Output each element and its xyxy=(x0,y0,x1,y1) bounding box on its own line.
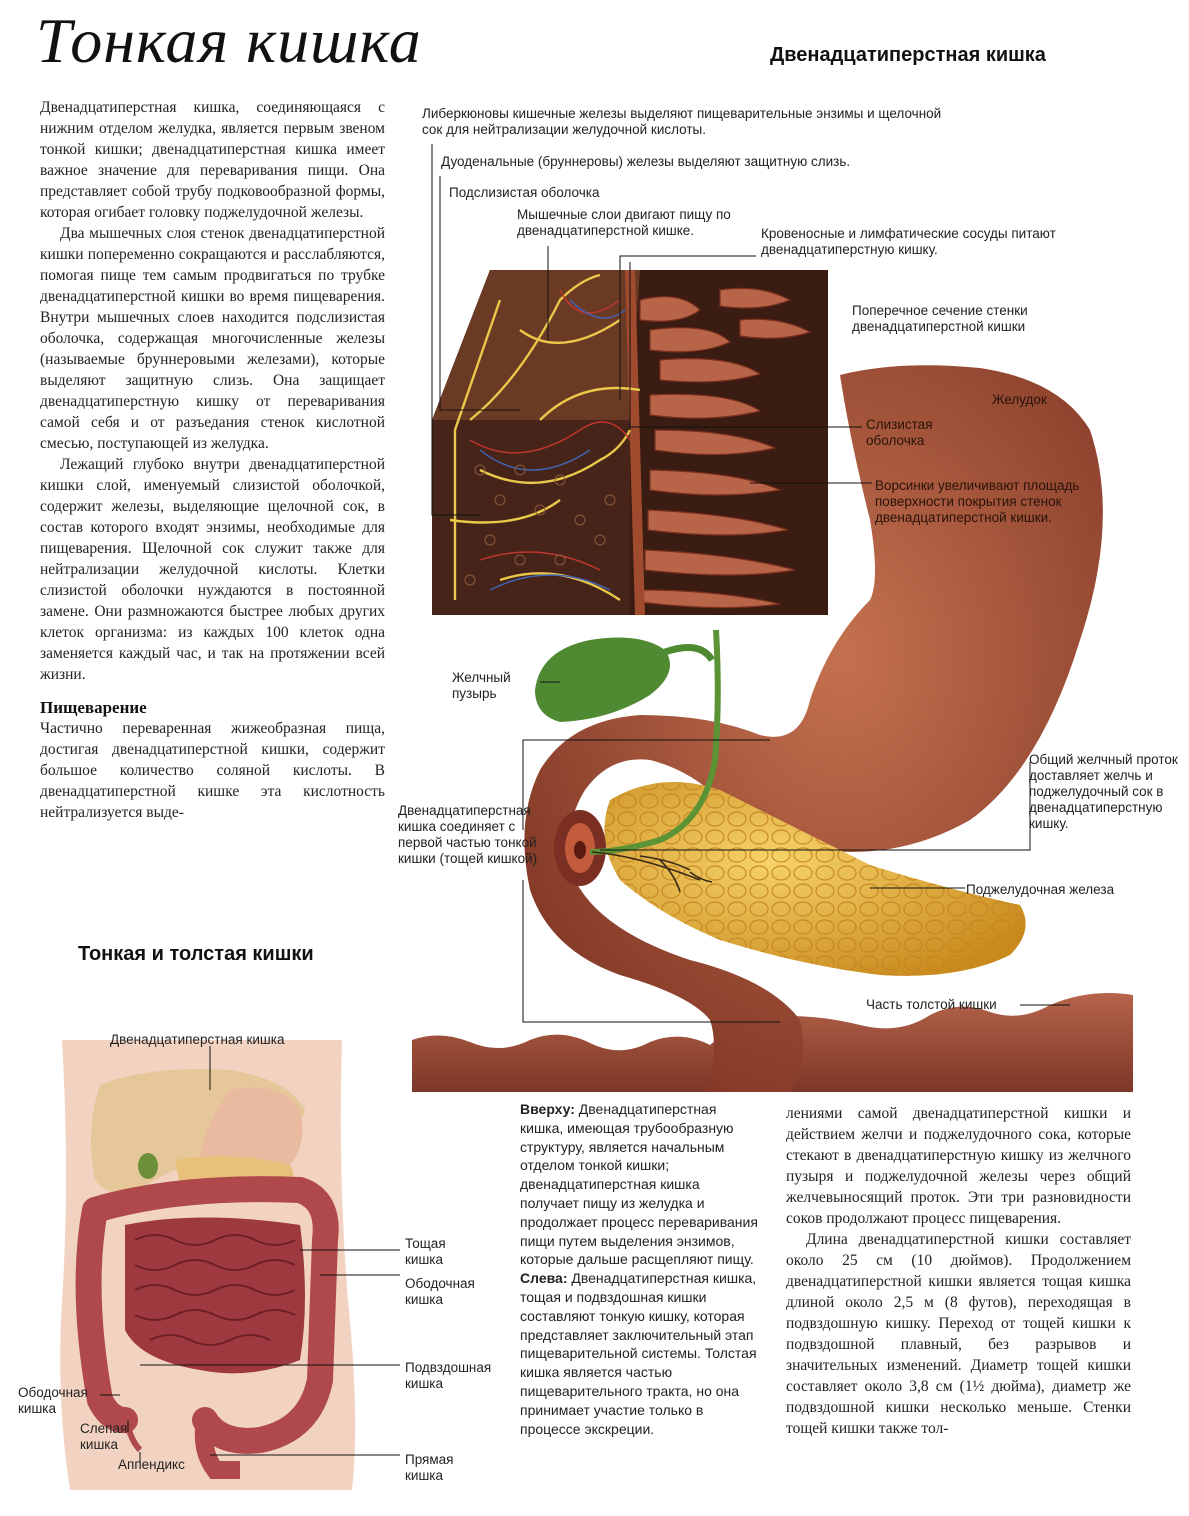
page-title: Тонкая кишка xyxy=(36,5,422,76)
muscle-paragraph: Два мышечных слоя стенок двенадцатиперстной кишки попеременно сокращаются и расслабляются, помогая пище тем самым продвигаться по трубке двенадцатиперстной кишки во время пищеварения. Внутри мышечных слоев находится подслизистая оболочка, содержащая многочисленные железы (называемые бруннеровыми железами), которые выделяют защитную слизь. Она защищает двенадцатиперстную кишку от переваривания самой себя и от разъедания стенок кислотной смесью, поступающей из желудка. xyxy=(40,225,385,452)
caption-top-text: Двенадцатиперстная кишка, имеющая трубообразную структуру, является начальным отделом тонкой кишки; двенадцатиперстная кишка получает пищу из желудка и продолжает процесс переваривания пищи путем выделения энзимов, которые дальше расщепляют пищу. xyxy=(520,1101,758,1268)
label-cecum: Слепая кишка xyxy=(80,1421,128,1452)
caption-left-label: Слева: xyxy=(520,1270,568,1287)
caption-block xyxy=(520,1100,760,1438)
label-ileum: Подвздошная кишка xyxy=(405,1360,492,1391)
label-pancreas: Поджелудочная железа xyxy=(966,882,1115,897)
left-text-column xyxy=(40,97,385,823)
caption-left-text: Двенадцатиперстная кишка, тощая и подвздошная кишки составляют тонкую кишку, которая представляет заключительный этап пищеварительной системы. Толстая кишка является частью пищеварительного тракта, но она принимает участие только в процессе экскреции. xyxy=(520,1270,757,1437)
label-colon-part: Часть толстой кишки xyxy=(866,997,997,1012)
vessel-leader xyxy=(610,248,760,270)
label-muscle-layers: Мышечные слои двигают пищу по двенадцатиперстной кишке. xyxy=(517,207,731,238)
label-vessels: Кровеносные и лимфатические сосуды питают двенадцатиперстную кишку. xyxy=(761,226,1056,257)
figure-heading: Тонкая и толстая кишки xyxy=(78,943,314,965)
label-jejunum: Тощая кишка xyxy=(405,1236,446,1267)
label-brunner-glands: Дуоденальные (бруннеровы) железы выделяют защитную слизь. xyxy=(441,154,851,169)
section-heading: Двенадцатиперстная кишка xyxy=(770,44,1046,66)
gallbladder xyxy=(535,638,670,722)
caption-top xyxy=(520,1100,760,1269)
caption-top-label: Вверху: xyxy=(520,1101,575,1117)
label-colon-right: Ободочная кишка xyxy=(405,1276,475,1307)
label-gallbladder: Желчный пузырь xyxy=(452,670,511,701)
label-duodenum-small: Двенадцатиперстная кишка xyxy=(110,1032,285,1047)
label-submucosa: Подслизистая оболочка xyxy=(449,185,600,200)
label-duodenum-joins: Двенадцатиперстная кишка соединяет с первой частью тонкой кишки (тощей кишкой) xyxy=(398,803,538,866)
digestion-paragraph: Частично переваренная жижеобразная пища, достигая двенадцатиперстной кишки, содержит большое количество соляной кислоты. В двенадцатиперстной кишке эта кислотность нейтрализуется выде- xyxy=(40,720,385,821)
label-cross-section: Поперечное сечение стенки двенадцатиперстной кишки xyxy=(852,303,1028,334)
label-villi: Ворсинки увеличивают площадь поверхности покрытия стенок двенадцатиперстной кишки. xyxy=(875,478,1080,525)
label-stomach: Желудок xyxy=(992,392,1047,407)
label-common-bile-duct: Общий желчный проток доставляет желчь и поджелудочный сок в двенадцатиперстную кишку. xyxy=(1029,752,1178,831)
label-lieberkuhn-glands: Либеркюновы кишечные железы выделяют пищеварительные энзимы и щелочной сок для нейтрализации желудочной кислоты. xyxy=(422,106,942,137)
label-rectum: Прямая кишка xyxy=(405,1452,454,1483)
label-mucosa: Слизистая оболочка xyxy=(866,417,933,448)
intro-paragraph: Двенадцатиперстная кишка, соединяющаяся с нижним отделом желудка, является первым звеном тонкой кишки; двенадцатиперстная кишка имеет важное значение для переваривания пищи. Она представляет собой трубу подковообразной формы, которая огибает головку поджелудочной железы. xyxy=(40,99,385,221)
label-appendix: Аппендикс xyxy=(118,1457,185,1472)
digestion-subheading: Пищеварение xyxy=(40,698,147,717)
gallbladder-small xyxy=(138,1153,158,1179)
right-paragraph-1: лениями самой двенадцатиперстной кишки и действием желчи и поджелудочного сока, которые стекают в двенадцатиперстную кишку из желчного пузыря и поджелудочной железы через общий желчевыносящий проток. Эти три разновидности соков продолжают процесс пищеварения. xyxy=(786,1105,1131,1227)
right-text-column xyxy=(786,1103,1131,1439)
caption-left xyxy=(520,1269,760,1438)
mucosa-paragraph: Лежащий глубоко внутри двенадцатиперстной кишки слой, именуемый слизистой оболочкой, содержит железы, выделяющие щелочной сок, в состав которого входят энзимы, необходимые для пищеварения. Щелочной сок служит также для нейтрализации желудочной кислоты. Клетки слизистой оболочки нуждаются в постоянной замене. Они размножаются быстрее любых других клеток организма: из каждых 100 клеток одна заменяется каждый час, и так на протяжении всей жизни. xyxy=(40,456,385,683)
right-paragraph-2: Длина двенадцатиперстной кишки составляет около 25 см (10 дюймов). Продолжением двенадцатиперстной кишки является тощая кишка длиной около 2,5 м (8 футов), переходящая в подвздошную кишку. Переход от тощей кишки к подвздошной плавный, без разрывов и значительных изменений. Диаметр тощей кишки составляет около 3,8 см (1½ дюйма), диаметр же подвздошной кишки несколько меньше. Стенки тощей кишки также тол- xyxy=(786,1231,1131,1437)
label-colon-left: Ободочная кишка xyxy=(18,1385,88,1416)
